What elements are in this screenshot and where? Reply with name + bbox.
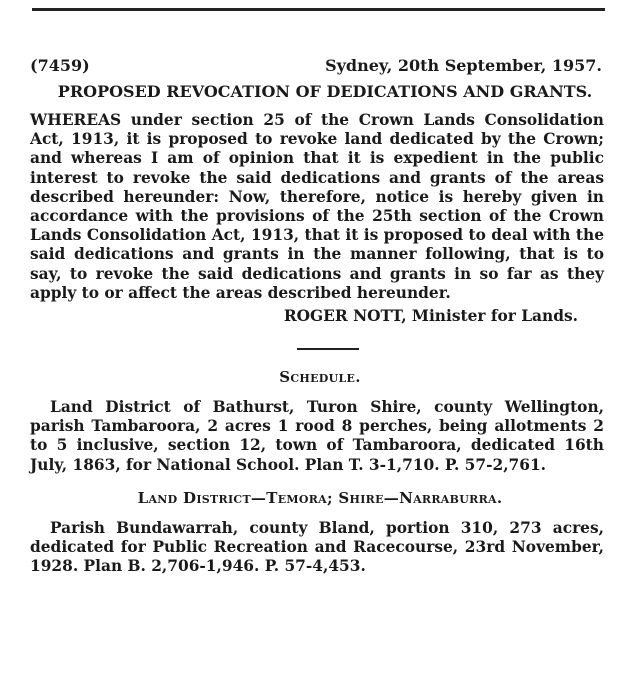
schedule-entry-bathurst: Land District of Bathurst, Turon Shire, county Wellington, parish Tambaroora, 2 acres 1 rood 8 perches, being allotments 2 to 5 inclusive, section 12, town of Tambaroora, dedicated 16th July, 1863, for National School. Plan T. 3-1,710. P. 57-2,761. <box>30 398 604 474</box>
notice-title: PROPOSED REVOCATION OF DEDICATIONS AND GRANTS. <box>57 82 593 101</box>
district-heading-temora: Land District—Temora; Shire—Narraburra. <box>137 488 503 507</box>
schedule-heading: Schedule. <box>279 368 361 387</box>
gazette-notice <box>30 56 610 576</box>
notice-body: WHEREAS under section 25 of the Crown Lands Consolidation Act, 1913, it is proposed to revoke land dedicated by the Crown; and whereas I am of opinion that it is expedient in the public interest to revoke the said dedications and grants of the areas described hereunder: Now, therefore, notice is hereby given in accordance with the provisions of the 25th section of the Crown Lands Consolidation Act, 1913, that it is proposed to deal with the said dedications and grants in the manner following, that is to say, to revoke the said dedications and grants in so far as they apply to or affect the areas described hereunder. <box>30 111 604 302</box>
top-rule <box>32 8 605 11</box>
section-divider <box>297 348 359 350</box>
schedule-entry-bundawarrah: Parish Bundawarrah, county Bland, portion 310, 273 acres, dedicated for Public Recreation and Racecourse, 23rd November, 1928. Plan B. 2,706-1,946. P. 57-4,453. <box>30 518 604 576</box>
signature: ROGER NOTT, Minister for Lands. <box>283 307 578 326</box>
place-date: Sydney, 20th September, 1957. <box>325 56 602 75</box>
notice-header <box>30 56 610 76</box>
notice-number: (7459) <box>30 56 90 75</box>
